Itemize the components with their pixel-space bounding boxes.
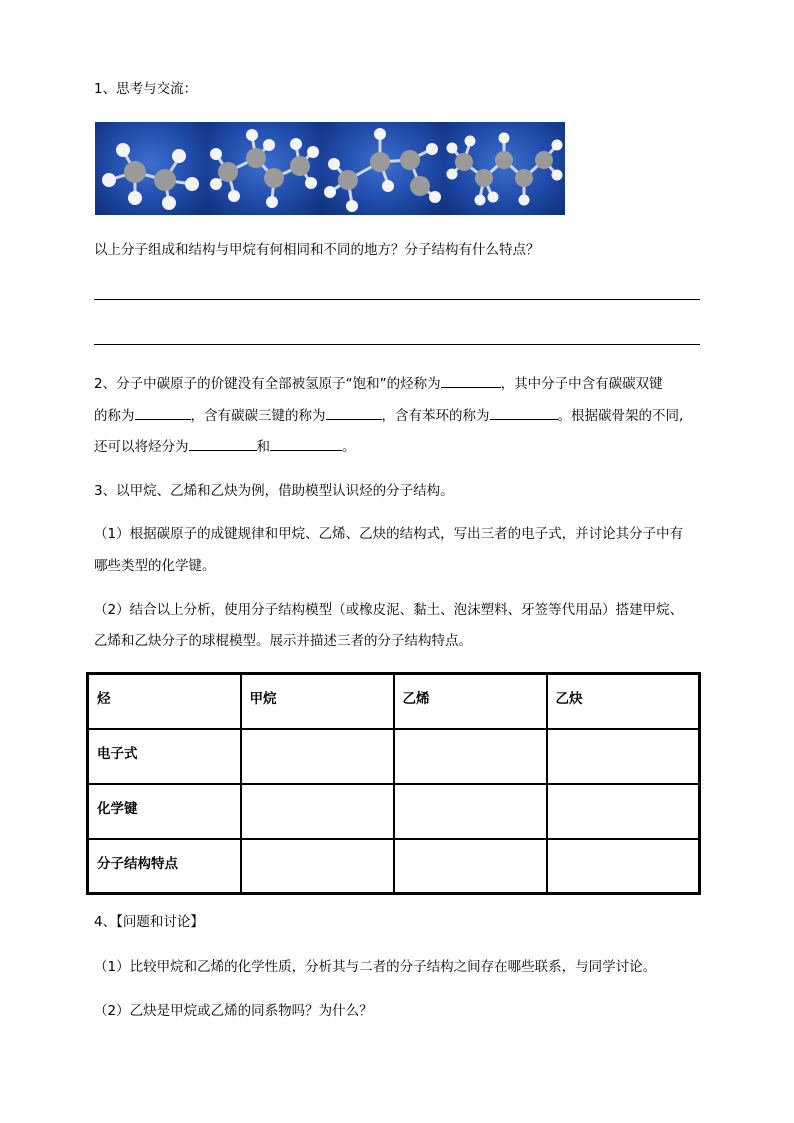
ethane-model-image <box>95 122 206 215</box>
table-header-cell: 乙炔 <box>547 674 700 729</box>
answer-cell[interactable] <box>547 784 700 839</box>
molecule-model-images <box>95 122 565 215</box>
section2-text: 的称为 <box>94 408 135 424</box>
section2-line3 <box>94 436 356 457</box>
answer-cell[interactable] <box>241 784 394 839</box>
fill-blank-aromatic[interactable] <box>490 405 558 420</box>
section2-line1 <box>94 373 663 394</box>
answer-cell[interactable] <box>547 729 700 784</box>
answer-cell[interactable] <box>394 729 547 784</box>
answer-cell[interactable] <box>241 729 394 784</box>
row-label: 化学键 <box>88 784 241 839</box>
row-label: 分子结构特点 <box>88 839 241 894</box>
answer-cell[interactable] <box>547 839 700 894</box>
table-row <box>88 784 700 839</box>
section3-q1-line2: 哪些类型的化学键。 <box>94 558 216 574</box>
section3-q2-line2: 乙烯和乙炔分子的球棍模型。展示并描述三者的分子结构特点。 <box>94 633 472 649</box>
section2-line2 <box>94 405 683 426</box>
section1-heading: 1、思考与交流： <box>94 81 198 97</box>
section3-heading: 3、以甲烷、乙烯和乙炔为例，借助模型认识烃的分子结构。 <box>94 483 454 499</box>
section4-q2: （2）乙炔是甲烷或乙烯的同系物吗？为什么？ <box>94 1003 373 1019</box>
ethane-ball-stick <box>95 122 206 215</box>
section3-q2-line1: （2）结合以上分析，使用分子结构模型（或橡皮泥、黏土、泡沫塑料、牙签等代用品）搭建甲烷、 <box>94 602 684 618</box>
table-header-cell: 甲烷 <box>241 674 394 729</box>
table-header-cell: 乙烯 <box>394 674 547 729</box>
answer-line-1[interactable] <box>94 299 700 300</box>
fill-blank-alkyne[interactable] <box>326 405 382 420</box>
answer-cell[interactable] <box>241 839 394 894</box>
row-label: 电子式 <box>88 729 241 784</box>
fill-blank-class-1[interactable] <box>189 436 257 451</box>
section2-text: ，其中分子中含有碳碳双键 <box>500 376 663 392</box>
hydrocarbon-structure-table <box>86 672 701 895</box>
pentane-ball-stick <box>444 122 565 215</box>
section2-text: 还可以将烃分为 <box>94 439 189 455</box>
section2-text: 。根据碳骨架的不同, <box>557 408 684 424</box>
section1-question: 以上分子组成和结构与甲烷有何相同和不同的地方？分子结构有什么特点？ <box>94 242 540 258</box>
section2-text: 。 <box>342 439 356 455</box>
butane-model-image <box>322 122 444 215</box>
table-row <box>88 729 700 784</box>
section2-text: ，含有碳碳三键的称为 <box>190 408 326 424</box>
section2-text: 2、分子中碳原子的价键没有全部被氢原子“饱和”的烃称为 <box>94 376 441 392</box>
propane-model-image <box>206 122 322 215</box>
fill-blank-unsaturated[interactable] <box>441 373 501 388</box>
section3-q1-line1: （1）根据碳原子的成键规律和甲烷、乙烯、乙炔的结构式，写出三者的电子式，并讨论其分子中有 <box>94 526 684 542</box>
section4-heading: 4、【问题和讨论】 <box>94 914 204 930</box>
section2-text: ，含有苯环的称为 <box>381 408 490 424</box>
section4-q1: （1）比较甲烷和乙烯的化学性质，分析其与二者的分子结构之间存在哪些联系，与同学讨论。 <box>94 959 657 975</box>
section2-text: 和 <box>256 439 270 455</box>
answer-cell[interactable] <box>394 784 547 839</box>
table-header-row <box>88 674 700 729</box>
fill-blank-alkene[interactable] <box>135 405 191 420</box>
table-header-cell: 烃 <box>88 674 241 729</box>
fill-blank-class-2[interactable] <box>270 436 342 451</box>
table-row <box>88 839 700 894</box>
propane-ball-stick <box>206 122 322 215</box>
pentane-model-image <box>444 122 565 215</box>
answer-cell[interactable] <box>394 839 547 894</box>
butane-ball-stick <box>322 122 444 215</box>
answer-line-2[interactable] <box>94 344 700 345</box>
